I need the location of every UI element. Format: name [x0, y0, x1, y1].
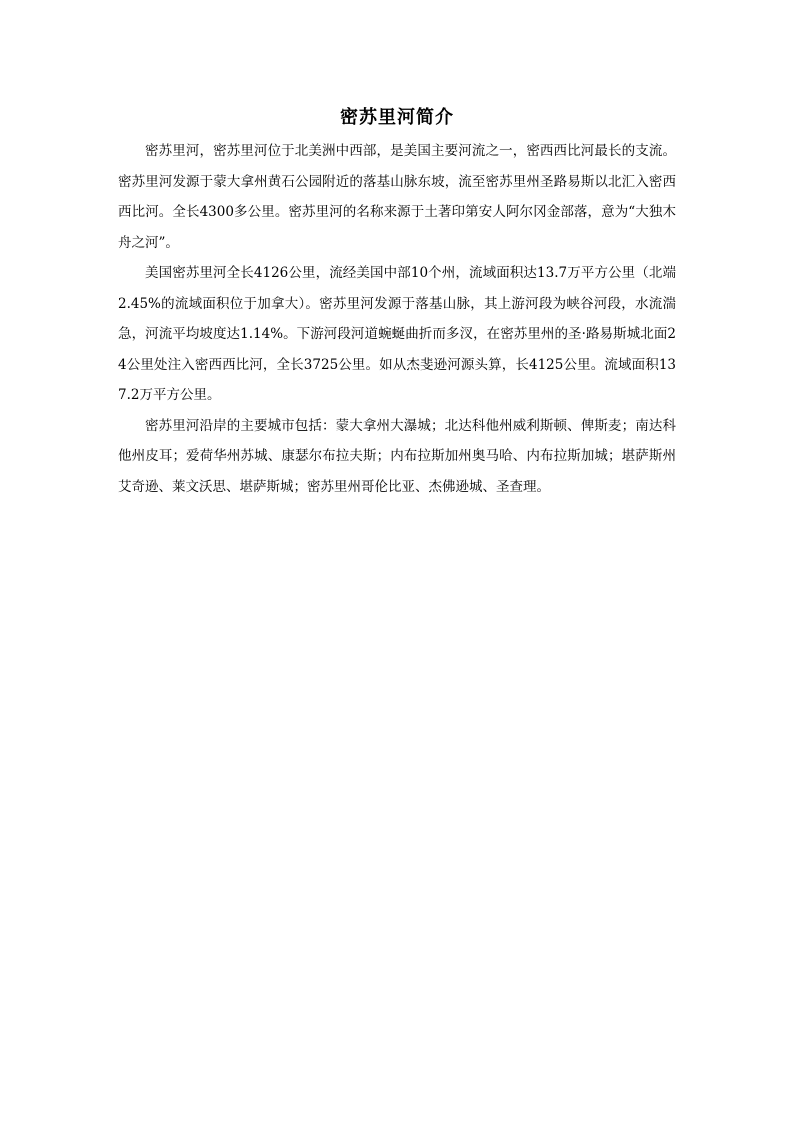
paragraph-1: 密苏里河，密苏里河位于北美洲中西部，是美国主要河流之一，密西西比河最长的支流。密苏里河发源于蒙大拿州黄石公园附近的落基山脉东坡，流至密苏里州圣路易斯以北汇入密西西比河。全长4300多公里。密苏里河的名称来源于土著印第安人阿尔冈金部落，意为“大独木舟之河”。 [118, 143, 676, 251]
paragraph-3: 密苏里河沿岸的主要城市包括：蒙大拿州大瀑城；北达科他州威利斯顿、俾斯麦；南达科他州皮耳；爱荷华州苏城、康瑟尔布拉夫斯；内布拉斯加州奥马哈、内布拉斯加城；堪萨斯州艾奇逊、莱文沃思、堪萨斯城；密苏里州哥伦比亚、杰佛逊城、圣查理。 [118, 417, 676, 495]
document-body [118, 104, 676, 502]
page-title: 密苏里河简介 [340, 107, 454, 128]
paragraph-2: 美国密苏里河全长4126公里，流经美国中部10个州，流域面积达13.7万平方公里（北端2.45%的流域面积位于加拿大）。密苏里河发源于落基山脉，其上游河段为峡谷河段，水流湍急，河流平均坡度达1.14%。下游河段河道蜿蜒曲折而多汊，在密苏里州的圣·路易斯城北面24公里处注入密西西比河，全长3725公里。如从杰斐逊河源头算，长4125公里。流域面积137.2万平方公里。 [118, 265, 676, 403]
